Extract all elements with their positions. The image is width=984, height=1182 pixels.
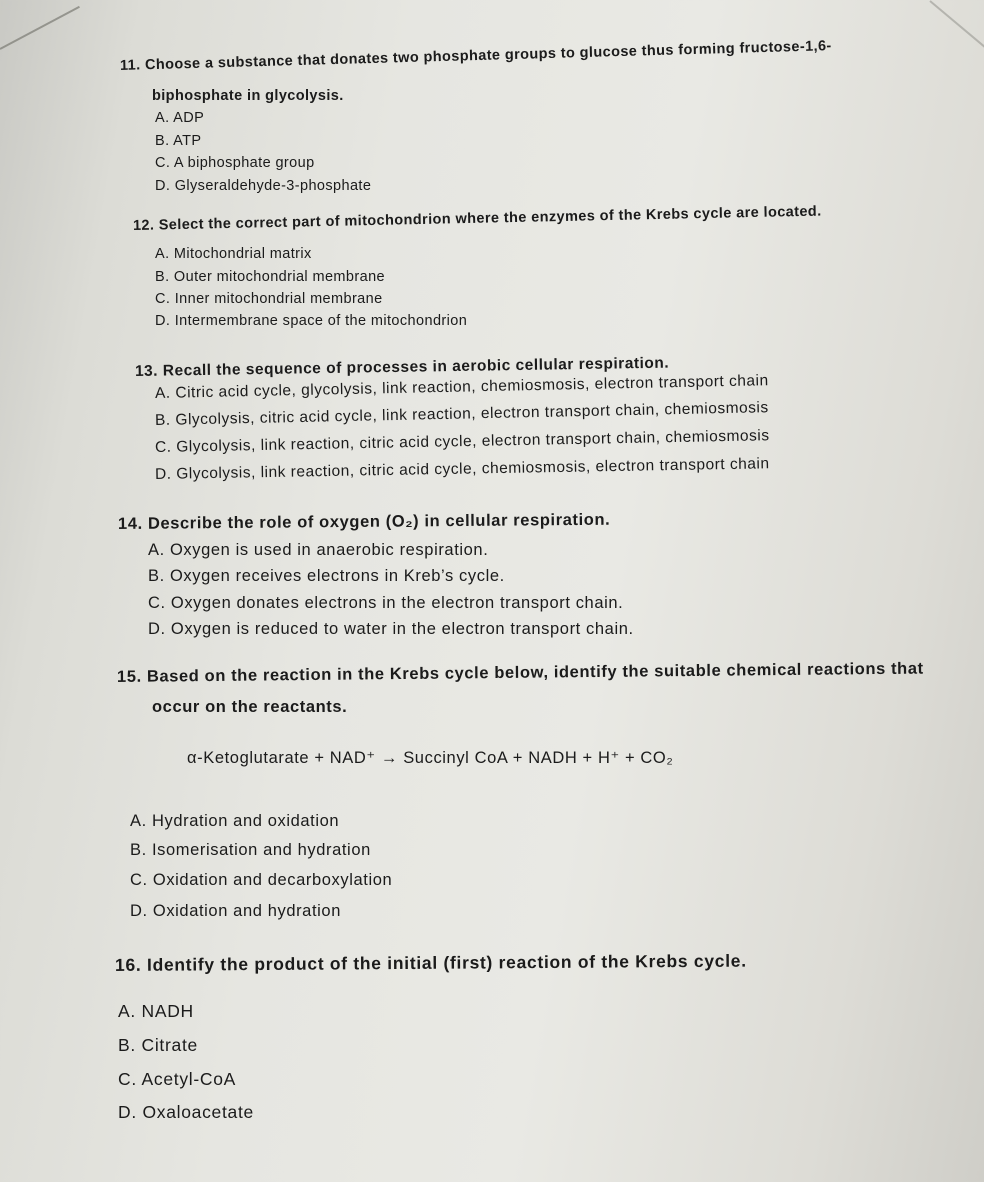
option-d[interactable]: D. Intermembrane space of the mitochondrion (155, 313, 468, 329)
option-a[interactable]: A. Mitochondrial matrix (155, 246, 312, 262)
option-b[interactable]: B. Glycolysis, citric acid cycle, link reaction, electron transport chain, chemiosmosis (154, 399, 769, 429)
option-d[interactable]: D. Glycolysis, link reaction, citric acid cycle, chemiosmosis, electron transport chain (154, 455, 770, 483)
question-stem: occur on the reactants. (152, 698, 348, 716)
reaction-equation: α-Ketoglutarate + NAD⁺ → Succinyl CoA + NADH + H⁺ + CO₂ (187, 749, 674, 767)
question-stem: 12. Select the correct part of mitochondrion where the enzymes of the Krebs cycle are located. (132, 203, 822, 234)
option-b[interactable]: B. Isomerisation and hydration (130, 841, 371, 859)
question-stem: 15. Based on the reaction in the Krebs cycle below, identify the suitable chemical reactions that (116, 659, 924, 686)
option-d[interactable]: D. Oxidation and hydration (130, 902, 341, 920)
option-c[interactable]: C. Oxygen donates electrons in the electron transport chain. (148, 594, 624, 612)
question-stem: 16. Identify the product of the initial (first) reaction of the Krebs cycle. (114, 950, 747, 975)
option-d[interactable]: D. Oxygen is reduced to water in the electron transport chain. (148, 620, 634, 638)
option-b[interactable]: B. ATP (155, 133, 202, 149)
option-d[interactable]: D. Glyseraldehyde-3-phosphate (155, 178, 372, 194)
option-d[interactable]: D. Oxaloacetate (118, 1102, 254, 1122)
option-b[interactable]: B. Outer mitochondrial membrane (155, 269, 385, 285)
question-stem: 13. Recall the sequence of processes in aerobic cellular respiration. (134, 354, 670, 380)
option-a[interactable]: A. Hydration and oxidation (130, 812, 340, 830)
option-c[interactable]: C. A biphosphate group (155, 155, 315, 171)
option-a[interactable]: A. ADP (155, 110, 205, 126)
option-a[interactable]: A. Citric acid cycle, glycolysis, link reaction, chemiosmosis, electron transport chain (154, 372, 769, 402)
question-stem: biphosphate in glycolysis. (152, 88, 344, 104)
option-b[interactable]: B. Oxygen receives electrons in Kreb’s cycle. (148, 567, 505, 585)
question-stem: 14. Describe the role of oxygen (O₂) in cellular respiration. (117, 510, 611, 533)
paper-edge-mark (0, 6, 80, 50)
paper-edge-mark (929, 0, 984, 53)
option-a[interactable]: A. Oxygen is used in anaerobic respiration. (148, 541, 489, 559)
option-a[interactable]: A. NADH (118, 1001, 194, 1021)
question-stem: 11. Choose a substance that donates two phosphate groups to glucose thus forming fructose-1,6- (119, 38, 832, 74)
option-c[interactable]: C. Inner mitochondrial membrane (155, 291, 383, 307)
option-c[interactable]: C. Oxidation and decarboxylation (130, 871, 393, 889)
option-c[interactable]: C. Glycolysis, link reaction, citric acid cycle, electron transport chain, chemiosmosis (154, 427, 770, 456)
option-c[interactable]: C. Acetyl-CoA (118, 1069, 237, 1089)
option-b[interactable]: B. Citrate (118, 1035, 198, 1055)
